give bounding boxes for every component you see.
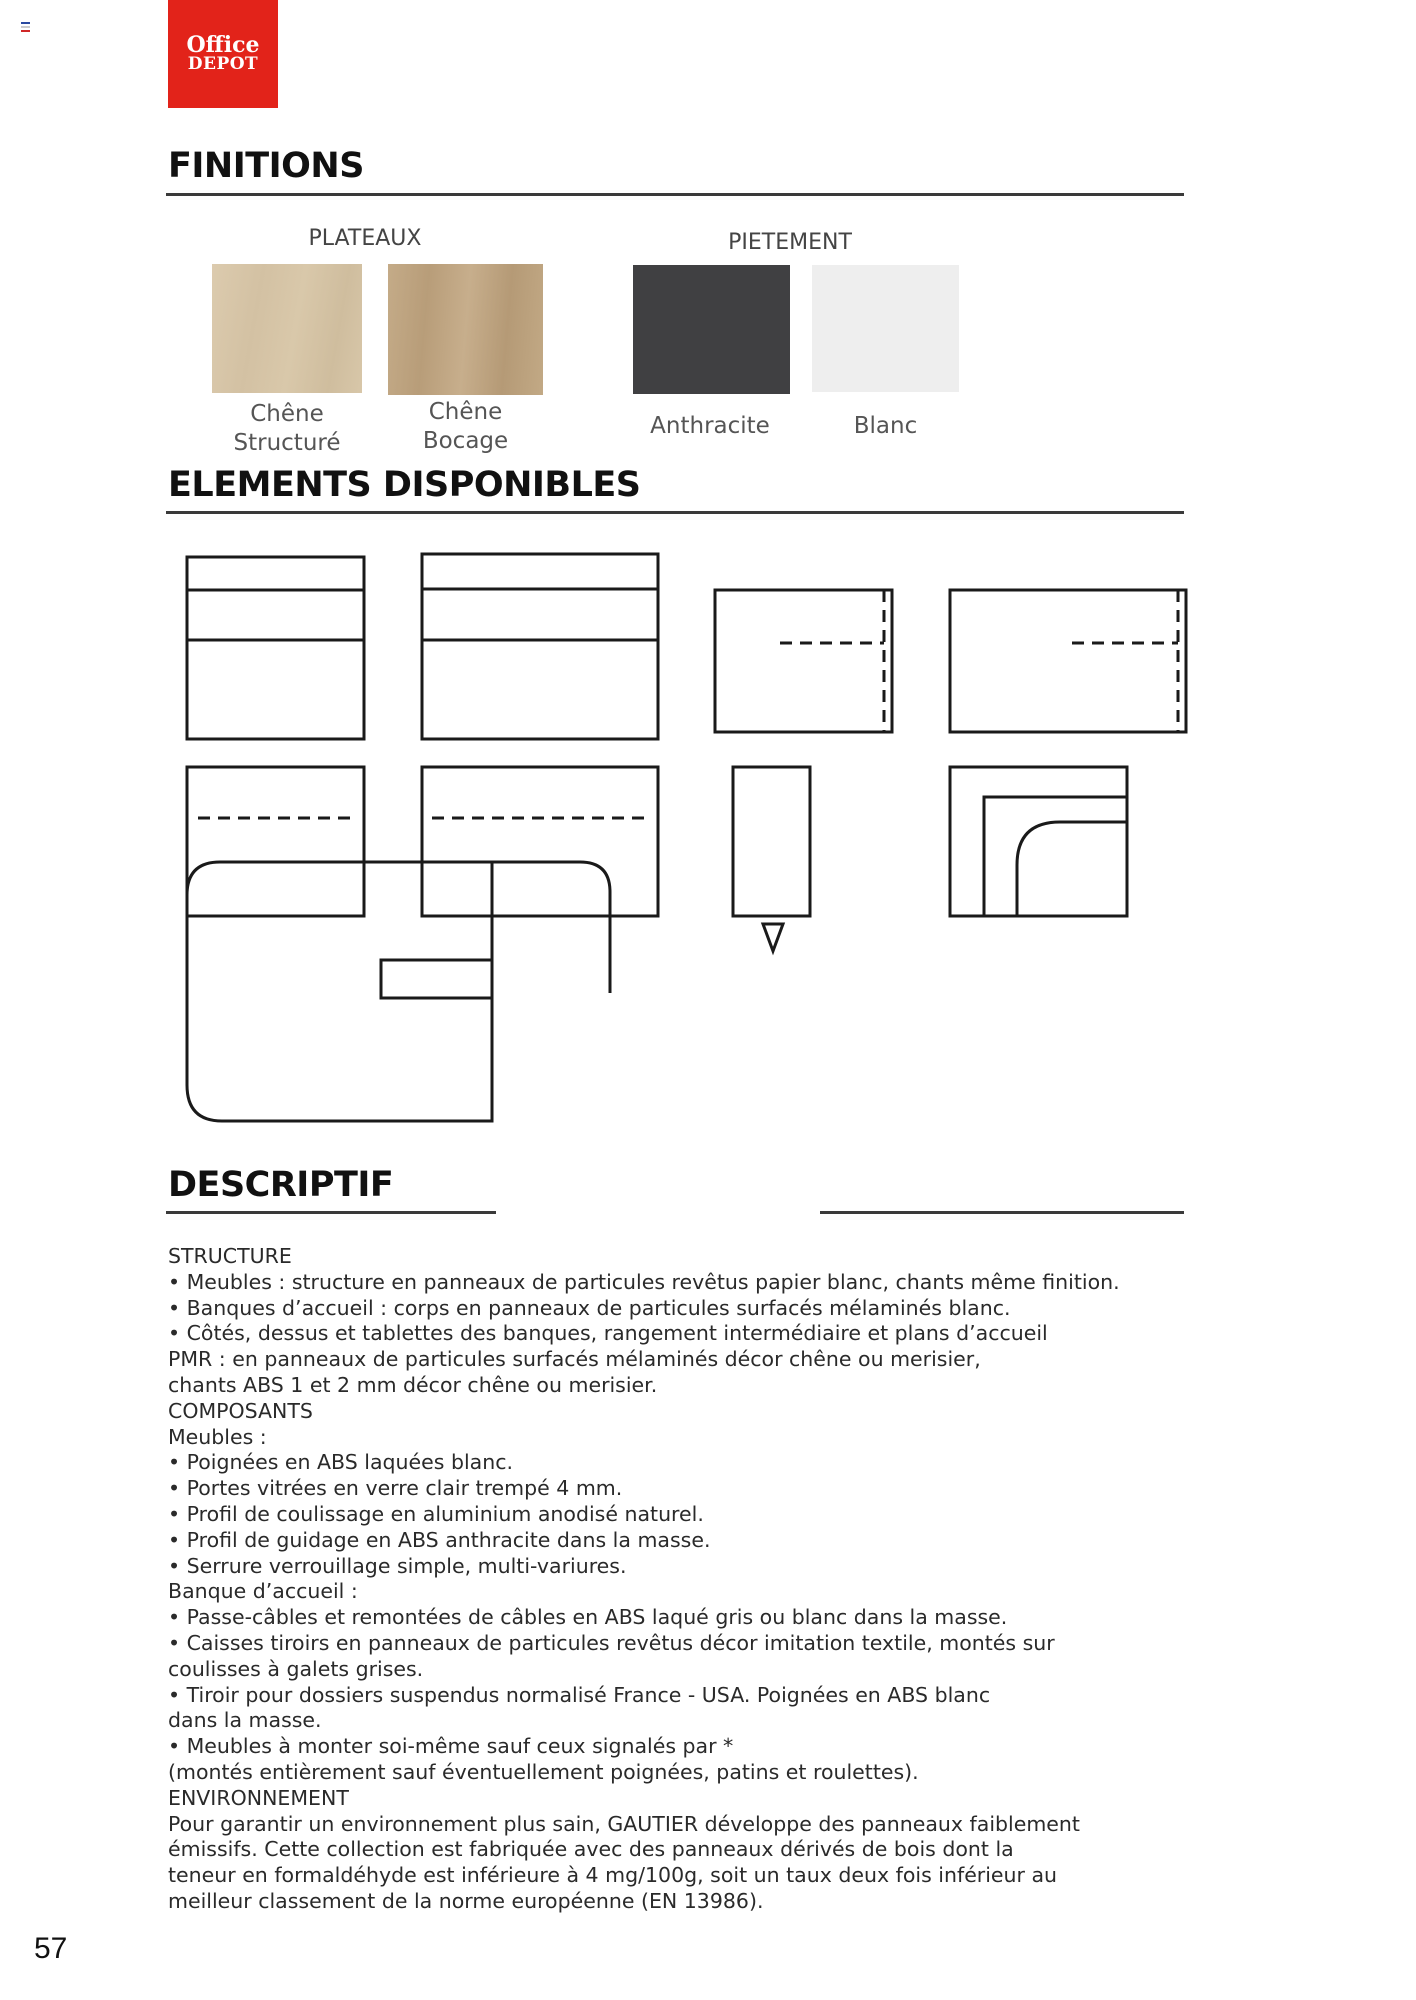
desc-line: ENVIRONNEMENT	[168, 1785, 349, 1810]
desc-line: • Poignées en ABS laquées blanc.	[168, 1450, 514, 1475]
desc-line: STRUCTURE	[168, 1244, 292, 1268]
swatch-label-line: Bocage	[422, 428, 509, 454]
desc-line: Meubles :	[168, 1424, 267, 1449]
descriptif-rule-right	[820, 1211, 1184, 1214]
desc-line: • Meubles : structure en panneaux de particules revêtus papier blanc, chants même finition.	[168, 1269, 1120, 1294]
desc-line: émissifs. Cette collection est fabriquée avec des panneaux dérivés de bois dont la	[168, 1837, 1014, 1862]
plateaux-label: PLATEAUX	[308, 226, 422, 251]
elements-title: ELEMENTS DISPONIBLES	[168, 465, 641, 505]
page-number: 57	[34, 1932, 68, 1965]
swatch-label-line: Chêne	[250, 401, 324, 427]
desc-line: • Passe-câbles et remontées de câbles en ABS laqué gris ou blanc dans la masse.	[168, 1605, 1008, 1630]
desc-line: PMR : en panneaux de particules surfacés mélaminés décor chêne ou merisier,	[168, 1347, 981, 1372]
swatch-label-anthracite: Anthracite	[650, 413, 770, 439]
desc-line: • Tiroir pour dossiers suspendus normalisé France - USA. Poignées en ABS blanc	[168, 1682, 991, 1707]
desc-line: • Serrure verrouillage simple, multi-variures.	[168, 1553, 627, 1578]
desc-line: • Caisses tiroirs en panneaux de particules revêtus décor imitation textile, montés sur	[168, 1630, 1055, 1655]
desc-line: dans la masse.	[168, 1708, 322, 1733]
desc-line: • Meubles à monter soi-même sauf ceux signalés par *	[168, 1734, 734, 1759]
element-column	[733, 767, 810, 951]
pietement-label: PIETEMENT	[728, 230, 852, 255]
desc-line: COMPOSANTS	[168, 1398, 313, 1423]
desc-line: • Côtés, dessus et tablettes des banques, rangement intermédiaire et plans d’accueil	[168, 1321, 1048, 1346]
swatch-label-blanc: Blanc	[853, 413, 918, 439]
descriptif-title: DESCRIPTIF	[168, 1165, 394, 1205]
element-reception-desk	[187, 862, 610, 1121]
element-desk-large	[422, 767, 658, 916]
descriptif-rule-left	[166, 1211, 496, 1214]
element-desk-return-a	[715, 590, 892, 732]
desc-line: • Banques d’accueil : corps en panneaux de particules surfacés mélaminés blanc.	[168, 1295, 1011, 1320]
finitions-title: FINITIONS	[168, 146, 364, 186]
desc-line: Pour garantir un environnement plus sain, GAUTIER développe des panneaux faiblement	[168, 1811, 1080, 1836]
desc-line: (montés entièrement sauf éventuellement poignées, patins et roulettes).	[168, 1759, 919, 1784]
descriptif-text	[168, 1244, 1198, 1915]
swatch-label-line: Chêne	[428, 399, 503, 425]
desc-line: Banque d’accueil :	[168, 1579, 358, 1604]
desc-line: meilleur classement de la norme européenne (EN 13986).	[168, 1888, 764, 1913]
logo-line-1: Office	[186, 32, 260, 59]
swatch-label-line: Structuré	[233, 430, 341, 456]
desc-line: • Portes vitrées en verre clair trempé 4 mm.	[168, 1476, 623, 1501]
element-desk-return-b	[950, 590, 1186, 732]
element-cabinet-large	[422, 554, 658, 739]
element-desk-small	[187, 767, 364, 916]
desc-line: chants ABS 1 et 2 mm décor chêne ou merisier.	[168, 1372, 658, 1397]
desc-line: teneur en formaldéhyde est inférieure à 4 mg/100g, soit un taux deux fois inférieur au	[168, 1863, 1058, 1888]
desc-line: • Profil de guidage en ABS anthracite dans la masse.	[168, 1527, 711, 1552]
logo-line-2: DEPOT	[187, 54, 259, 75]
desc-line: • Profil de coulissage en aluminium anodisé naturel.	[168, 1501, 704, 1526]
element-corner-desk	[950, 767, 1127, 916]
desc-line: coulisses à galets grises.	[168, 1656, 424, 1681]
element-cabinet-small	[187, 557, 364, 739]
